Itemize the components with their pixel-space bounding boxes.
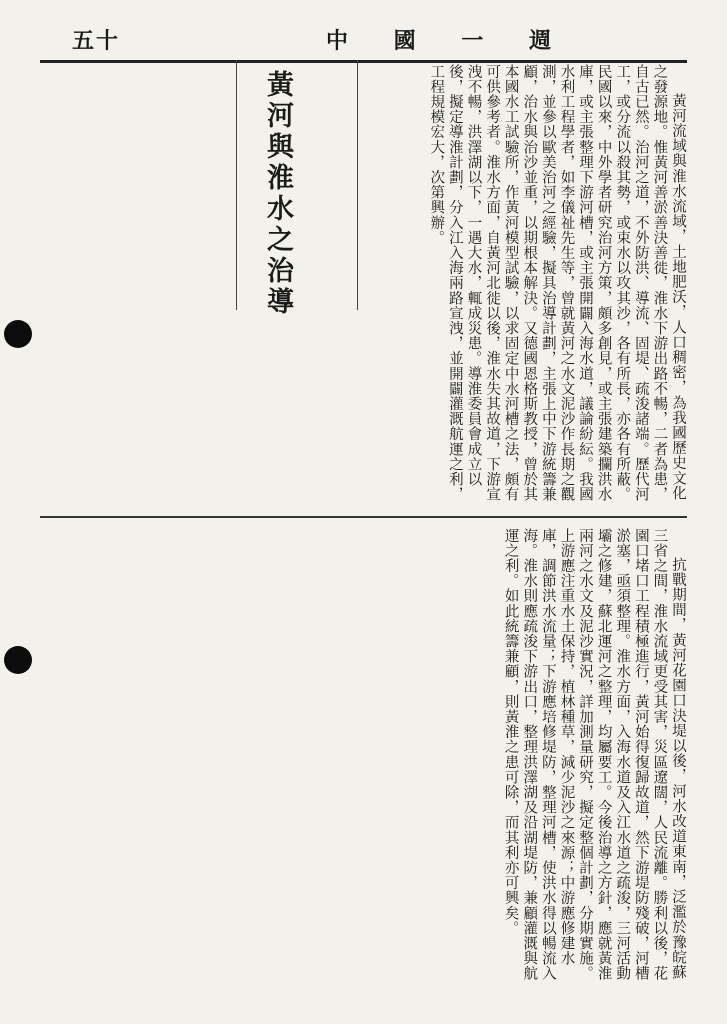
publication-title: 中 國 一 週 xyxy=(326,28,553,54)
top-text-columns xyxy=(42,64,687,512)
binding-hole xyxy=(4,646,32,674)
bottom-text-columns xyxy=(42,528,687,988)
binding-hole xyxy=(4,320,32,348)
page-header xyxy=(40,18,687,63)
top-paragraph: 黃河流域與淮水流域，土地肥沃，人口稠密，為我國歷史文化之發源地。惟黃河善淤善決善徙，淮水下游出路不暢，二者為患，自古已然。治河之道，不外防洪、導流、固堤、疏浚諸端。歷代河工，或分流以殺其勢，或束水以攻其沙，各有所長，亦各有所蔽。民國以來，中外學者研究治河方策，頗多創見，或主張建築攔洪水庫，或主張整理下游河槽，或主張開闢入海水道，議論紛紜。我國水利工程學者，如李儀祉先生等，曾就黃河之水文泥沙作長期之觀測，並參以歐美治河之經驗，擬具治導計劃，主張上中下游統籌兼顧，治水與治沙並重，以期根本解決。又德國恩格斯教授，曾於其本國水工試驗所，作黃河模型試驗，以求固定中水河槽之法，頗有可供參考者。淮水方面，自黃河北徙以後，淮水失其故道，下游宣洩不暢，洪澤湖以下，一遇大水，輒成災患。導淮委員會成立以後，擬定導淮計劃，分入江入海兩路宣洩，並開闢灌溉航運之利，工程規模宏大，次第興辦。 xyxy=(428,64,686,502)
top-text-section xyxy=(42,64,687,512)
section-divider xyxy=(40,516,687,518)
bottom-paragraph: 抗戰期間，黃河花園口決堤以後，河水改道東南，泛濫於豫皖蘇三省之間，淮水流域更受其害，災區遼闊，人民流離。勝利以後，花園口堵口工程積極進行，黃河始得復歸故道，然下游堤防殘破，河槽淤塞，亟須整理。淮水方面，入海水道及入江水道之疏浚，三河活動壩之修建，蘇北運河之整理，均屬要工。今後治導之方針，應就黃淮兩河之水文及泥沙實況，詳加測量研究，擬定整個計劃，分期實施。上游應注重水土保持，植林種草，減少泥沙之來源；中游應修建水庫，調節洪水流量；下游應培修堤防，整理河槽，使洪水得以暢流入海。淮水則應疏浚下游出口，整理洪澤湖及沿湖堤防，兼顧灌溉與航運之利。如此統籌兼顧，則黃淮之患可除，而其利亦可興矣。 xyxy=(502,528,686,981)
headline-box xyxy=(236,60,358,310)
bottom-text-section xyxy=(42,528,687,988)
article-headline: 黃河與淮水之治導 xyxy=(262,70,293,318)
page-number: 五十 xyxy=(72,28,121,54)
